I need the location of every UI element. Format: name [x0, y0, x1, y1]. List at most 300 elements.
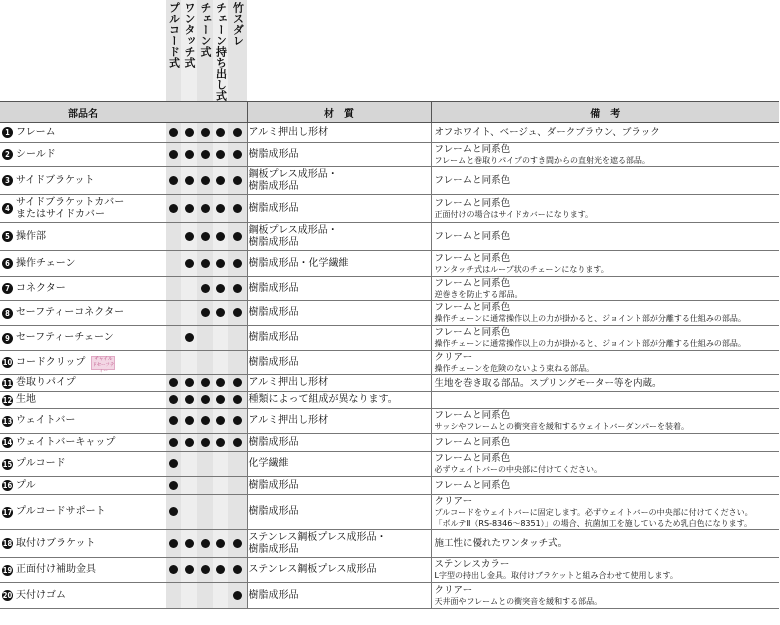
type-header-pullcord — [166, 0, 181, 102]
note-detail: 正面付けの場合はサイドカバーになります。 — [434, 209, 594, 219]
material-text: 鋼板プレス成形品・ — [248, 168, 338, 180]
part-number-badge: 12 — [2, 395, 13, 405]
applicable-dot-icon — [169, 204, 178, 213]
type-mark-cell — [166, 143, 181, 167]
type-mark-cell — [181, 558, 197, 583]
applicable-dot-icon — [233, 308, 242, 317]
material-cell — [247, 530, 431, 558]
part-name: サイドブラケットカバー — [16, 196, 125, 208]
material-cell — [247, 583, 431, 609]
part-name: 巻取りパイプ — [16, 377, 76, 388]
note-detail: ワンタッチ式はループ状のチェーンになります。 — [434, 264, 609, 274]
part-number-badge: 8 — [2, 308, 13, 319]
material-cell — [247, 326, 431, 351]
type-mark-cell — [166, 123, 181, 143]
type-mark-cell — [228, 530, 247, 558]
applicable-dot-icon — [169, 459, 178, 468]
type-mark-cell — [166, 251, 181, 277]
notes-cell — [431, 495, 779, 530]
part-row — [0, 477, 779, 495]
note-main: クリアー — [434, 584, 473, 596]
type-mark-cell — [213, 123, 228, 143]
applicable-dot-icon — [233, 395, 242, 404]
applicable-dot-icon — [185, 204, 194, 213]
note-main: クリアー — [434, 351, 473, 363]
part-number-badge: 14 — [2, 438, 13, 447]
type-mark-cell — [213, 251, 228, 277]
applicable-dot-icon — [201, 204, 210, 213]
note-detail: 操作チェーンを危険のないよう束ねる部品。 — [434, 363, 595, 373]
applicable-dot-icon — [185, 333, 194, 342]
part-name: サイドブラケット — [16, 174, 95, 186]
note-main: クリアー — [434, 495, 473, 507]
part-name-cell — [0, 477, 166, 495]
type-label: 竹スダレ — [231, 2, 245, 46]
applicable-dot-icon — [185, 416, 194, 425]
type-mark-cell — [228, 167, 247, 195]
material-text: アルミ押出し形材 — [248, 377, 329, 388]
part-name-cell — [0, 251, 166, 277]
part-name-wrap — [16, 258, 76, 270]
note-main: フレームと同系色 — [434, 437, 511, 448]
notes-header: 備 考 — [431, 102, 779, 123]
applicable-dot-icon — [169, 128, 178, 137]
part-number-badge: 10 — [2, 358, 13, 367]
part-name-wrap — [16, 175, 95, 187]
type-mark-cell — [228, 351, 247, 375]
part-number-badge: 7 — [2, 283, 13, 294]
part-row — [0, 251, 779, 277]
applicable-dot-icon — [185, 378, 194, 387]
type-label: チェーン式 — [199, 2, 212, 57]
part-name-cell — [0, 530, 166, 558]
part-name: フレーム — [16, 126, 56, 138]
type-mark-cell — [166, 375, 181, 392]
applicable-dot-icon — [216, 128, 225, 137]
notes-cell — [431, 301, 779, 326]
part-number-badge: 15 — [2, 459, 13, 469]
part-row — [0, 495, 779, 530]
applicable-dot-icon — [216, 308, 225, 317]
type-mark-cell — [228, 277, 247, 301]
material-cell — [247, 434, 431, 452]
material-text-line2: 樹脂成形品 — [248, 543, 299, 555]
applicable-dot-icon — [169, 481, 178, 490]
material-cell — [247, 277, 431, 301]
applicable-dot-icon — [201, 259, 210, 268]
part-number-badge: 9 — [2, 333, 13, 344]
note-main: フレームと同系色 — [434, 252, 511, 264]
type-mark-cell — [213, 392, 228, 409]
applicable-dot-icon — [216, 565, 225, 574]
type-mark-cell — [213, 143, 228, 167]
applicable-dot-icon — [185, 565, 194, 574]
applicable-dot-icon — [201, 176, 210, 185]
part-number-badge: 3 — [2, 175, 13, 186]
type-mark-cell — [166, 277, 181, 301]
applicable-dot-icon — [185, 232, 194, 241]
note-main: フレームと同系色 — [434, 197, 511, 209]
note-detail: 「ボルテⅡ（RS-8346～8351）」の場合、抗菌加工を施しているため乳白色になります。 — [434, 518, 753, 528]
note-main: オフホワイト、ベージュ、ダークブラウン、ブラック — [434, 127, 660, 138]
notes-cell — [431, 375, 779, 392]
material-cell — [247, 301, 431, 326]
type-mark-cell — [181, 277, 197, 301]
type-mark-cell — [181, 477, 197, 495]
type-mark-cell — [166, 434, 181, 452]
applicable-dot-icon — [169, 565, 178, 574]
applicable-dot-icon — [169, 438, 178, 447]
type-mark-cell — [228, 223, 247, 251]
note-main: フレームと同系色 — [434, 231, 511, 242]
applicable-dot-icon — [233, 284, 242, 293]
applicable-dot-icon — [201, 395, 210, 404]
part-name: コードクリップ — [16, 356, 86, 368]
applicable-dot-icon — [169, 395, 178, 404]
material-cell — [247, 351, 431, 375]
material-text: 種類によって組成が異なります。 — [248, 394, 398, 405]
type-mark-cell — [181, 301, 197, 326]
notes-cell — [431, 583, 779, 609]
type-mark-cell — [166, 301, 181, 326]
type-mark-cell — [166, 167, 181, 195]
material-cell — [247, 223, 431, 251]
note-detail: 操作チェーンに通常操作以上の力が掛かると、ジョイント部が分離する仕組みの部品。 — [434, 339, 746, 348]
applicable-dot-icon — [201, 150, 210, 159]
type-mark-cell — [213, 530, 228, 558]
part-number-badge: 19 — [2, 565, 13, 575]
note-main: ステンレスカラー — [434, 559, 510, 570]
type-mark-cell — [197, 558, 213, 583]
part-number-badge: 1 — [2, 127, 13, 138]
applicable-dot-icon — [233, 416, 242, 425]
part-number-badge: 5 — [2, 231, 13, 242]
part-name-cell — [0, 583, 166, 609]
material-text-line2: 樹脂成形品 — [248, 236, 299, 248]
type-mark-cell — [197, 167, 213, 195]
type-mark-cell — [181, 251, 197, 277]
part-name: 取付けブラケット — [16, 537, 96, 549]
part-name-cell — [0, 558, 166, 583]
type-label: チェーン持ち出し式 — [214, 2, 228, 101]
type-mark-cell — [197, 326, 213, 351]
applicable-dot-icon — [185, 395, 194, 404]
part-name-wrap — [16, 307, 124, 319]
applicable-dot-icon — [233, 591, 242, 600]
applicable-dot-icon — [169, 378, 178, 387]
type-mark-cell — [197, 495, 213, 530]
applicable-dot-icon — [216, 284, 225, 293]
type-mark-cell — [197, 409, 213, 434]
notes-cell — [431, 392, 779, 409]
part-name-cell — [0, 301, 166, 326]
type-header-chain — [197, 0, 213, 102]
part-name-wrap — [16, 332, 114, 344]
material-text: アルミ押出し形材 — [248, 126, 329, 138]
part-name: 正面付け補助金具 — [16, 564, 96, 575]
type-mark-cell — [197, 223, 213, 251]
type-mark-cell — [197, 583, 213, 609]
type-mark-cell — [228, 434, 247, 452]
part-name-cell — [0, 123, 166, 143]
part-name-wrap — [16, 590, 66, 602]
material-text: ステンレス鋼板プレス成形品・ — [248, 531, 387, 543]
applicable-dot-icon — [185, 176, 194, 185]
applicable-dot-icon — [185, 150, 194, 159]
applicable-dot-icon — [169, 416, 178, 425]
applicable-dot-icon — [233, 378, 242, 387]
type-mark-cell — [181, 452, 197, 477]
applicable-dot-icon — [233, 539, 242, 548]
material-cell — [247, 392, 431, 409]
part-name-cell — [0, 167, 166, 195]
material-cell — [247, 143, 431, 167]
note-main: フレームと同系色 — [434, 327, 511, 338]
material-cell — [247, 375, 431, 392]
applicable-dot-icon — [169, 176, 178, 185]
part-name: 天付けゴム — [16, 589, 66, 601]
material-cell — [247, 409, 431, 434]
note-detail: 逆巻きを防止する部品。 — [434, 289, 523, 299]
type-mark-cell — [166, 409, 181, 434]
material-text: 樹脂成形品・化学繊維 — [248, 257, 349, 269]
applicable-dot-icon — [185, 438, 194, 447]
applicable-dot-icon — [216, 438, 225, 447]
part-name: セーフティーチェーン — [16, 332, 114, 343]
part-row — [0, 558, 779, 583]
part-name-cell — [0, 351, 166, 375]
type-mark-cell — [228, 409, 247, 434]
part-name-header: 部品名 — [0, 102, 166, 123]
material-text: 樹脂成形品 — [248, 506, 299, 517]
part-number-badge: 18 — [2, 539, 13, 548]
header-spacer — [431, 0, 779, 102]
applicable-dot-icon — [233, 438, 242, 447]
type-mark-cell — [166, 351, 181, 375]
applicable-dot-icon — [201, 539, 210, 548]
type-mark-cell — [181, 167, 197, 195]
part-name: セーフティーコネクター — [16, 307, 125, 318]
part-row — [0, 223, 779, 251]
applicable-dot-icon — [216, 416, 225, 425]
applicable-dot-icon — [233, 259, 242, 268]
applicable-dot-icon — [233, 565, 242, 574]
part-row — [0, 143, 779, 167]
part-name: シールド — [16, 148, 56, 160]
part-row — [0, 351, 779, 375]
type-header-cell — [181, 102, 197, 123]
note-main: フレームと同系色 — [434, 143, 511, 155]
part-row — [0, 530, 779, 558]
part-number-badge: 4 — [2, 203, 13, 214]
part-name-cell — [0, 375, 166, 392]
part-name-cell — [0, 409, 166, 434]
column-header-row — [0, 102, 779, 123]
type-mark-cell — [213, 495, 228, 530]
notes-cell — [431, 195, 779, 223]
type-mark-cell — [228, 583, 247, 609]
part-name: プル — [16, 479, 36, 491]
type-mark-cell — [197, 392, 213, 409]
applicable-dot-icon — [233, 176, 242, 185]
type-mark-cell — [213, 301, 228, 326]
type-mark-cell — [197, 351, 213, 375]
type-mark-cell — [181, 351, 197, 375]
material-text: 樹脂成形品 — [248, 479, 299, 491]
note-main: フレームと同系色 — [434, 453, 511, 464]
part-name-wrap — [16, 538, 96, 550]
notes-cell — [431, 351, 779, 375]
part-number-badge: 16 — [2, 481, 13, 490]
child-safety-badge: チャイルドセーフティー — [92, 356, 115, 374]
material-cell — [247, 123, 431, 143]
type-header-onetouch — [181, 0, 197, 102]
part-row — [0, 434, 779, 452]
type-mark-cell — [166, 452, 181, 477]
type-mark-cell — [166, 583, 181, 609]
type-mark-cell — [197, 477, 213, 495]
applicable-dot-icon — [233, 150, 242, 159]
type-mark-cell — [213, 583, 228, 609]
type-mark-cell — [181, 326, 197, 351]
material-text: 樹脂成形品 — [248, 356, 299, 368]
type-label: プルコード式 — [167, 2, 181, 68]
part-row — [0, 409, 779, 434]
type-mark-cell — [166, 223, 181, 251]
part-name-cell — [0, 452, 166, 477]
applicable-dot-icon — [201, 378, 210, 387]
notes-cell — [431, 123, 779, 143]
part-number-badge: 6 — [2, 258, 13, 269]
type-mark-cell — [228, 143, 247, 167]
part-number-badge: 2 — [2, 149, 13, 160]
notes-cell — [431, 409, 779, 434]
material-text: アルミ押出し形材 — [248, 415, 329, 426]
part-name: コネクター — [16, 282, 66, 294]
type-mark-cell — [213, 195, 228, 223]
type-header-band — [0, 0, 779, 102]
material-text: 樹脂成形品 — [248, 589, 299, 601]
part-name-wrap — [16, 480, 36, 492]
type-mark-cell — [228, 558, 247, 583]
notes-cell — [431, 167, 779, 195]
type-header-cell — [166, 102, 181, 123]
applicable-dot-icon — [216, 176, 225, 185]
type-mark-cell — [181, 530, 197, 558]
material-cell — [247, 477, 431, 495]
part-number-badge: 20 — [2, 591, 13, 600]
part-name: プルコードサポート — [16, 506, 106, 517]
type-mark-cell — [228, 326, 247, 351]
note-main: フレームと同系色 — [434, 277, 511, 289]
header-spacer — [247, 0, 431, 102]
notes-cell — [431, 251, 779, 277]
part-name-cell — [0, 143, 166, 167]
part-row — [0, 326, 779, 351]
type-mark-cell — [213, 326, 228, 351]
material-cell — [247, 251, 431, 277]
part-name-wrap — [16, 415, 75, 427]
type-mark-cell — [197, 452, 213, 477]
type-mark-cell — [181, 409, 197, 434]
applicable-dot-icon — [233, 128, 242, 137]
part-row — [0, 452, 779, 477]
type-mark-cell — [228, 375, 247, 392]
part-name-wrap — [16, 357, 85, 369]
type-header-cell — [228, 102, 247, 123]
type-mark-cell — [213, 223, 228, 251]
part-name: 操作部 — [16, 230, 46, 242]
applicable-dot-icon — [201, 284, 210, 293]
part-name: 生地 — [16, 394, 36, 405]
part-name-wrap — [16, 283, 66, 295]
material-text: 樹脂成形品 — [248, 282, 299, 294]
part-row — [0, 301, 779, 326]
type-mark-cell — [213, 351, 228, 375]
type-mark-cell — [213, 434, 228, 452]
part-name-wrap — [16, 197, 124, 221]
part-name-wrap — [16, 394, 36, 406]
part-name-cell — [0, 277, 166, 301]
type-mark-cell — [197, 277, 213, 301]
material-text: 樹脂成形品 — [248, 332, 299, 343]
part-name-wrap — [16, 149, 56, 161]
part-name-wrap — [16, 458, 66, 470]
note-main: フレームと同系色 — [434, 410, 511, 421]
note-detail: サッシやフレームとの衝突音を緩和するウェイトバーダンパーを装着。 — [434, 422, 690, 431]
note-main: フレームと同系色 — [434, 480, 511, 491]
applicable-dot-icon — [185, 539, 194, 548]
applicable-dot-icon — [201, 308, 210, 317]
type-header-cell — [197, 102, 213, 123]
part-name-cell — [0, 195, 166, 223]
material-cell — [247, 452, 431, 477]
type-mark-cell — [181, 123, 197, 143]
part-name: ウェイトバーキャップ — [16, 436, 116, 448]
part-name: ウェイトバー — [16, 415, 76, 426]
notes-cell — [431, 277, 779, 301]
type-mark-cell — [213, 277, 228, 301]
part-name-wrap — [16, 437, 115, 449]
material-header: 材 質 — [247, 102, 431, 123]
applicable-dot-icon — [201, 438, 210, 447]
material-text: 樹脂成形品 — [248, 436, 299, 448]
type-mark-cell — [228, 495, 247, 530]
type-mark-cell — [166, 392, 181, 409]
notes-cell — [431, 452, 779, 477]
type-mark-cell — [213, 477, 228, 495]
type-header-cell — [213, 102, 228, 123]
part-name: プルコード — [16, 458, 66, 469]
applicable-dot-icon — [216, 204, 225, 213]
type-mark-cell — [166, 558, 181, 583]
applicable-dot-icon — [233, 232, 242, 241]
type-mark-cell — [166, 326, 181, 351]
type-mark-cell — [197, 530, 213, 558]
type-mark-cell — [181, 495, 197, 530]
applicable-dot-icon — [216, 378, 225, 387]
part-number-badge: 11 — [2, 378, 13, 388]
part-row — [0, 195, 779, 223]
notes-cell — [431, 530, 779, 558]
applicable-dot-icon — [201, 416, 210, 425]
part-name-cell — [0, 495, 166, 530]
type-mark-cell — [181, 195, 197, 223]
type-header-chain-extend — [213, 0, 228, 102]
material-cell — [247, 195, 431, 223]
type-mark-cell — [228, 392, 247, 409]
part-name-wrap — [16, 127, 56, 139]
